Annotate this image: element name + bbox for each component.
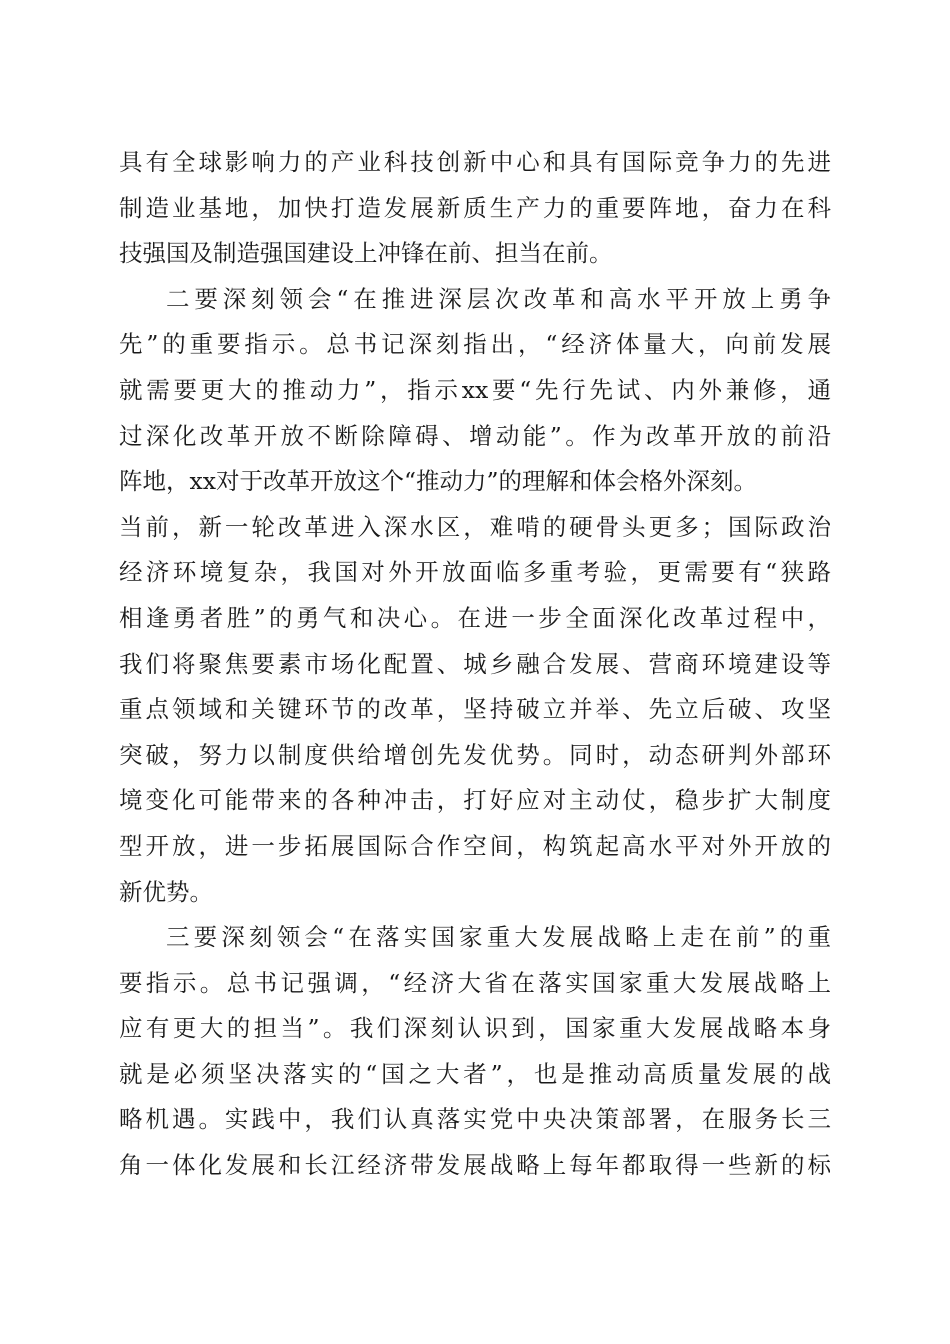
text-line: 当前，新一轮改革进入深水区，难啃的硬骨头更多；国际政治 — [119, 512, 831, 541]
text-line: 阵地，xx对于改革开放这个“推动力”的理解和体会格外深刻。 — [119, 467, 758, 496]
text-line: 经济环境复杂，我国对外开放面临多重考验，更需要有“狭路 — [119, 558, 831, 587]
text-line: 过深化改革开放不断除障碍、增动能”。作为改革开放的前沿 — [119, 421, 831, 450]
text-line: 突破，努力以制度供给增创先发优势。同时，动态研判外部环 — [119, 740, 831, 769]
text-line: 具有全球影响力的产业科技创新中心和具有国际竞争力的先进 — [119, 148, 831, 176]
text-line: 新优势。 — [119, 877, 213, 906]
text-line: 就是必须坚决落实的“国之大者”，也是推动高质量发展的战 — [119, 1059, 831, 1088]
text-line: 我们将聚焦要素市场化配置、城乡融合发展、营商环境建设等 — [119, 649, 831, 678]
text-line: 制造业基地，加快打造发展新质生产力的重要阵地，奋力在科 — [119, 193, 831, 222]
text-line: 技强国及制造强国建设上冲锋在前、担当在前。 — [119, 239, 613, 268]
text-line: 相逢勇者胜”的勇气和决心。在进一步全面深化改革过程中， — [119, 603, 831, 632]
document-body — [119, 140, 831, 1189]
text-line: 重点领域和关键环节的改革，坚持破立并举、先立后破、攻坚 — [119, 695, 831, 724]
text-line: 要指示。总书记强调，“经济大省在落实国家重大发展战略上 — [119, 968, 831, 997]
paragraph-start-line: 三要深刻领会“在落实国家重大发展战略上走在前”的重 — [166, 923, 831, 952]
text-line: 角一体化发展和长江经济带发展战略上每年都取得一些新的标 — [119, 1151, 831, 1180]
text-line: 略机遇。实践中，我们认真落实党中央决策部署，在服务长三 — [119, 1105, 831, 1134]
text-line: 境变化可能带来的各种冲击，打好应对主动仗，稳步扩大制度 — [119, 786, 831, 815]
text-line: 先”的重要指示。总书记深刻指出，“经济体量大，向前发展 — [119, 330, 831, 359]
text-line: 型开放，进一步拓展国际合作空间，构筑起高水平对外开放的 — [119, 831, 831, 860]
text-line: 应有更大的担当”。我们深刻认识到，国家重大发展战略本身 — [119, 1014, 831, 1043]
text-line: 就需要更大的推动力”，指示xx要“先行先试、内外兼修，通 — [119, 375, 831, 404]
paragraph-start-line: 二要深刻领会“在推进深层次改革和高水平开放上勇争 — [166, 284, 831, 313]
